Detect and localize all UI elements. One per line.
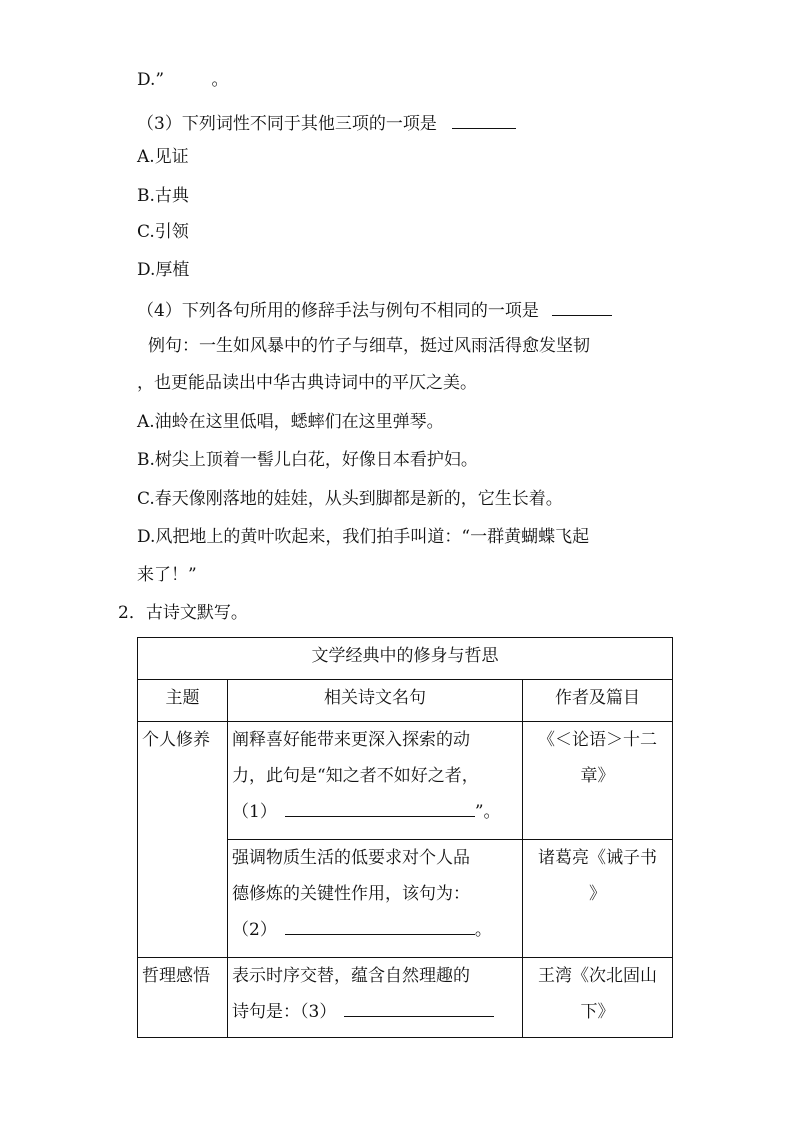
quote-1-fill [232, 794, 518, 830]
sub3-stem [137, 110, 516, 135]
header-quote: 相关诗文名句 [228, 680, 523, 722]
quote-3-line2: 诗句是：（3） [232, 1002, 337, 1022]
source-1-line2: 章》 [580, 766, 615, 786]
sub4-example-line1: 例句：一生如风暴中的竹子与细草，挺过风雨活得愈发坚韧 [148, 336, 590, 356]
table-caption: 文学经典中的修身与哲思 [138, 638, 673, 680]
question-2-title: 2．古诗文默写。 [118, 603, 248, 623]
blank-2[interactable] [285, 916, 475, 935]
sub3-stem-text: （3）下列词性不同于其他三项的一项是 [137, 114, 437, 134]
source-cell-2 [523, 840, 673, 958]
quote-cell-2 [228, 840, 523, 958]
blank-1[interactable] [285, 798, 475, 817]
sub4-example-line2: ，也更能品读出中华古典诗词中的平仄之美。 [137, 373, 477, 393]
sub3-option-c: C.引领 [137, 222, 189, 242]
sub4-option-c: C.春天像刚落地的娃娃，从头到脚都是新的，它生长着。 [137, 489, 563, 509]
source-cell-1 [523, 722, 673, 840]
sub4-option-d: D.风把地上的黄叶吹起来，我们拍手叫道：“一群黄蝴蝶飞起 [137, 527, 590, 547]
blank-2-tail: 。 [474, 920, 492, 940]
sub4-stem-text: （4）下列各句所用的修辞手法与例句不相同的一项是 [137, 301, 539, 321]
quote-2-line1: 强调物质生活的低要求对个人品 [232, 848, 470, 868]
source-3-line2: 下》 [580, 1002, 615, 1022]
quote-3-fill [232, 994, 518, 1030]
blank-1-tail: ”。 [474, 802, 501, 822]
option-d-continued [137, 69, 229, 91]
header-source: 作者及篇目 [523, 680, 673, 722]
blank-1-label: （1） [232, 802, 277, 822]
source-1-line1: 《＜论语＞十二 [538, 730, 657, 750]
sub4-stem [137, 297, 612, 322]
sub4-option-b: B.树尖上顶着一髻儿白花，好像日本看护妇。 [137, 450, 478, 470]
quote-1-line2: 力，此句是“知之者不如好之者， [232, 766, 479, 786]
quote-2-fill [232, 912, 518, 948]
sub4-answer-blank[interactable] [552, 297, 612, 316]
sub3-answer-blank[interactable] [452, 110, 516, 129]
sub4-option-a: A.油蛉在这里低唱，蟋蟀们在这里弹琴。 [137, 412, 444, 432]
quote-cell-1 [228, 722, 523, 840]
quote-2-line2: 德修炼的关键性作用，该句为： [232, 884, 470, 904]
sub3-option-a: A.见证 [137, 147, 189, 167]
quote-3-line1: 表示时序交替，蕴含自然理趣的 [232, 966, 470, 986]
sub4-option-d-cont: 来了！” [137, 565, 197, 585]
source-2-line1: 诸葛亮《诫子书 [538, 848, 657, 868]
option-d-text: D.” [137, 70, 165, 90]
theme-personal-cultivation: 个人修养 [138, 722, 228, 958]
source-2-line2: 》 [589, 884, 606, 904]
recitation-table [137, 637, 673, 1038]
option-d-tail: 。 [211, 70, 229, 90]
quote-1-line1: 阐释喜好能带来更深入探索的动 [232, 730, 470, 750]
quote-cell-3 [228, 958, 523, 1038]
source-3-line1: 王湾《次北固山 [538, 966, 657, 986]
blank-2-label: （2） [232, 920, 277, 940]
sub3-option-d: D.厚植 [137, 260, 190, 280]
header-theme: 主题 [138, 680, 228, 722]
source-cell-3 [523, 958, 673, 1038]
theme-philosophical-insight: 哲理感悟 [138, 958, 228, 1038]
sub3-option-b: B.古典 [137, 186, 189, 206]
blank-3[interactable] [344, 998, 494, 1017]
